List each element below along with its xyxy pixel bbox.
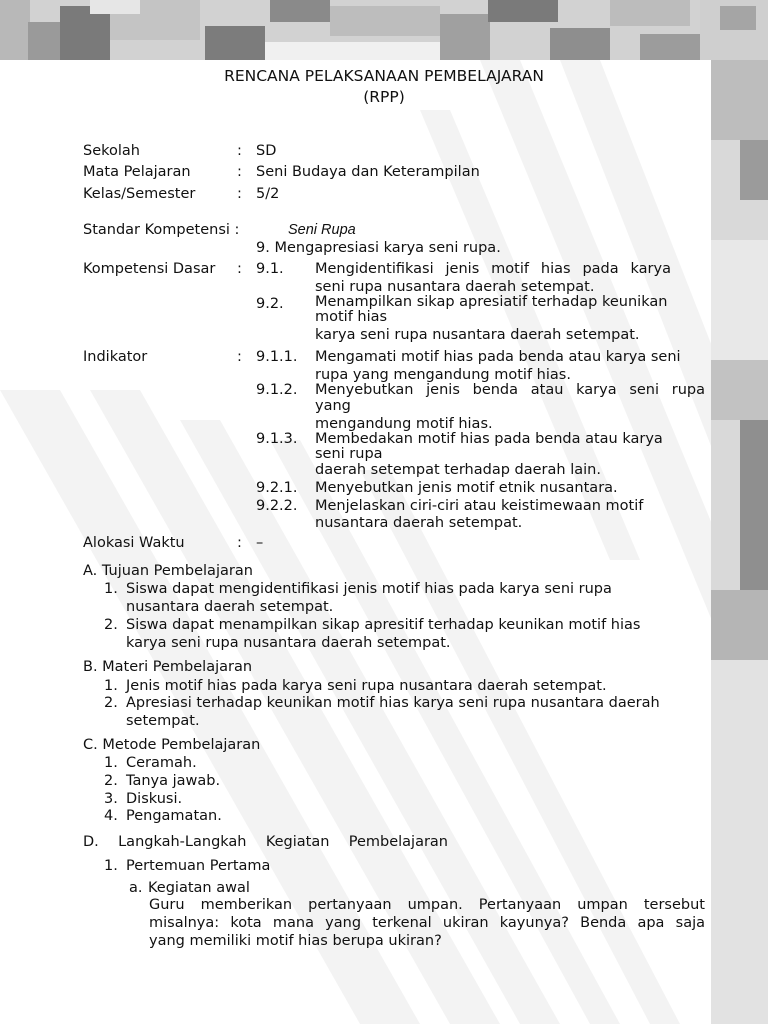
ind-5-line2: nusantara daerah setempat. bbox=[315, 515, 523, 531]
ind-3-line2: daerah setempat terhadap daerah lain. bbox=[315, 462, 601, 478]
section-a-heading: A. Tujuan Pembelajaran bbox=[83, 563, 253, 579]
kd-1-line2: seni rupa nusantara daerah setempat. bbox=[315, 279, 595, 295]
kd-2-line1: Menampilkan sikap apresiatif terhadap keunikan bbox=[315, 294, 668, 310]
ind-4-line1: Menyebutkan jenis motif etnik nusantara. bbox=[315, 480, 618, 496]
section-b-1-line1: Jenis motif hias pada karya seni rupa nusantara daerah setempat. bbox=[126, 678, 607, 694]
section-c-item-2: Tanya jawab. bbox=[126, 773, 221, 789]
mapel-colon: : bbox=[237, 164, 242, 180]
section-b-num-2: 2. bbox=[104, 695, 118, 711]
section-c-heading: C. Metode Pembelajaran bbox=[83, 737, 261, 753]
ind-2-line2: mengandung motif hias. bbox=[315, 416, 493, 432]
alokasi-colon: : bbox=[237, 535, 242, 551]
section-d-para-line3: yang memiliki motif hias berupa ukiran? bbox=[149, 933, 442, 949]
ind-3-line1b: seni rupa bbox=[315, 446, 383, 462]
section-a-2-line2: karya seni rupa nusantara daerah setempat. bbox=[126, 635, 451, 651]
ind-2-line1b: yang bbox=[315, 398, 351, 414]
kd-2-line1b: motif hias bbox=[315, 309, 388, 325]
section-b-2-line2: setempat. bbox=[126, 713, 200, 729]
kd-colon: : bbox=[237, 261, 242, 277]
sekolah-value: SD bbox=[256, 143, 277, 159]
document-title: RENCANA PELAKSANAAN PEMBELAJARAN bbox=[224, 67, 544, 85]
section-c-num-2: 2. bbox=[104, 773, 118, 789]
section-a-num-2: 2. bbox=[104, 617, 118, 633]
ind-1-line1: Mengamati motif hias pada benda atau karya seni bbox=[315, 349, 681, 365]
section-c-item-3: Diskusi. bbox=[126, 791, 183, 807]
section-c-item-4: Pengamatan. bbox=[126, 808, 222, 824]
kd-num-2: 9.2. bbox=[256, 296, 284, 312]
section-a-num-1: 1. bbox=[104, 581, 118, 597]
sk-item: 9. Mengapresiasi karya seni rupa. bbox=[256, 240, 501, 256]
sekolah-label: Sekolah bbox=[83, 143, 140, 159]
alokasi-label: Alokasi Waktu bbox=[83, 535, 185, 551]
kd-label: Kompetensi Dasar bbox=[83, 261, 216, 277]
indikator-colon: : bbox=[237, 349, 242, 365]
section-d-num-1: 1. bbox=[104, 858, 118, 874]
section-a-1-line1: Siswa dapat mengidentifikasi jenis motif hias pada karya seni rupa bbox=[126, 581, 612, 597]
ind-num-1: 9.1.1. bbox=[256, 349, 298, 365]
indikator-label: Indikator bbox=[83, 349, 148, 365]
section-d-item-1: Pertemuan Pertama bbox=[126, 858, 271, 874]
kelas-label: Kelas/Semester bbox=[83, 186, 196, 202]
section-d-sub-a-title: Kegiatan awal bbox=[148, 880, 250, 896]
ind-num-2: 9.1.2. bbox=[256, 382, 298, 398]
alokasi-value: – bbox=[256, 535, 264, 551]
section-d-sub-a-letter: a. bbox=[129, 880, 143, 896]
section-a-1-line2: nusantara daerah setempat. bbox=[126, 599, 334, 615]
ind-num-3: 9.1.3. bbox=[256, 431, 298, 447]
document-subtitle: (RPP) bbox=[363, 88, 405, 106]
sk-area: Seni Rupa bbox=[288, 222, 356, 238]
mapel-label: Mata Pelajaran bbox=[83, 164, 191, 180]
sekolah-colon: : bbox=[237, 143, 242, 159]
section-c-num-1: 1. bbox=[104, 755, 118, 771]
section-c-num-4: 4. bbox=[104, 808, 118, 824]
section-c-item-1: Ceramah. bbox=[126, 755, 197, 771]
kd-1-line1: Mengidentifikasi jenis motif hias pada karya bbox=[315, 261, 671, 277]
sk-label: Standar Kompetensi : bbox=[83, 222, 240, 238]
mapel-value: Seni Budaya dan Keterampilan bbox=[256, 164, 480, 180]
section-c-num-3: 3. bbox=[104, 791, 118, 807]
ind-3-line1: Membedakan motif hias pada benda atau karya bbox=[315, 431, 663, 447]
section-d-para-line2: misalnya: kota mana yang terkenal ukiran kayunya? Benda apa saja bbox=[149, 915, 705, 931]
section-d-para-line1: Guru memberikan pertanyaan umpan. Pertanyaan umpan tersebut bbox=[149, 897, 705, 913]
section-b-num-1: 1. bbox=[104, 678, 118, 694]
kd-2-line2: karya seni rupa nusantara daerah setempat. bbox=[315, 327, 640, 343]
section-b-heading: B. Materi Pembelajaran bbox=[83, 659, 253, 675]
ind-1-line2: rupa yang mengandung motif hias. bbox=[315, 367, 571, 383]
kelas-value: 5/2 bbox=[256, 186, 280, 202]
section-b-2-line1: Apresiasi terhadap keunikan motif hias karya seni rupa nusantara daerah bbox=[126, 695, 660, 711]
section-d-heading: D. Langkah-Langkah Kegiatan Pembelajaran bbox=[83, 834, 448, 850]
ind-num-5: 9.2.2. bbox=[256, 498, 298, 514]
kd-num-1: 9.1. bbox=[256, 261, 284, 277]
ind-2-line1: Menyebutkan jenis benda atau karya seni rupa bbox=[315, 382, 705, 398]
section-a-2-line1: Siswa dapat menampilkan sikap apresitif terhadap keunikan motif hias bbox=[126, 617, 641, 633]
kelas-colon: : bbox=[237, 186, 242, 202]
ind-num-4: 9.2.1. bbox=[256, 480, 298, 496]
ind-5-line1: Menjelaskan ciri-ciri atau keistimewaan motif bbox=[315, 498, 644, 514]
